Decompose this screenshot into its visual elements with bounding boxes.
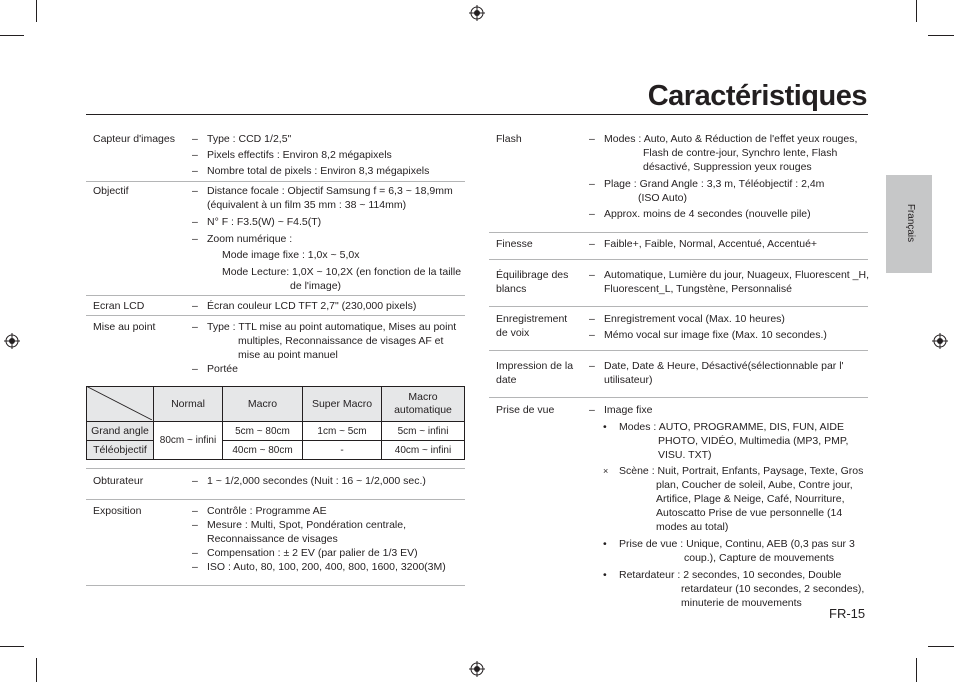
spec-item: Modes : Auto, Auto & Réduction de l'effet yeux rouges, [604, 133, 858, 145]
row-divider [489, 232, 868, 233]
label-mise-au-point: Mise au point [93, 321, 156, 333]
dash: – [192, 165, 198, 177]
table-header: Macro [223, 387, 303, 422]
crop-mark [928, 35, 954, 36]
spec-item: Type : TTL mise au point automatique, Mises au point [207, 321, 457, 333]
spec-item: modes au total) [656, 521, 729, 533]
spec-subitem: Mode Lecture: 1,0X ~ 10,2X (en fonction de la taille [222, 266, 462, 278]
label-prise-de-vue: Prise de vue [496, 404, 555, 416]
crop-mark [36, 658, 37, 682]
label-voix-2: de voix [496, 327, 530, 339]
registration-mark-icon [4, 333, 20, 349]
page-title: Caractéristiques [647, 80, 867, 112]
spec-subitem: Mode image fixe : 1,0x ~ 5,0x [222, 249, 360, 261]
spec-item: utilisateur) [604, 374, 653, 386]
spec-item: VISU. TXT) [658, 449, 712, 461]
dash: – [192, 321, 198, 333]
dash: – [589, 133, 595, 145]
spec-item: Approx. moins de 4 secondes (nouvelle pile) [604, 208, 811, 220]
table-cell: 5cm ~ 80cm [223, 422, 303, 441]
cross-icon: × [603, 466, 609, 476]
crop-mark [0, 35, 24, 36]
row-divider [489, 397, 868, 398]
crop-mark [916, 0, 917, 22]
registration-mark-icon [469, 661, 485, 677]
spec-item: Zoom numérique : [207, 233, 293, 245]
spec-item: désactivé, Suppression yeux rouges [643, 161, 812, 173]
spec-subitem: de l'image) [290, 280, 342, 292]
label-equilibrage: Équilibrage des [496, 269, 569, 281]
spec-item: coup.), Capture de mouvements [684, 552, 834, 564]
spec-item: minuterie de mouvements [681, 597, 802, 609]
label-impression: Impression de la [496, 360, 574, 372]
table-header: Super Macro [303, 387, 382, 422]
spec-item: Mesure : Multi, Spot, Pondération centrale, [207, 519, 407, 531]
spec-item: Autoscatto Prise de vue personnelle (14 [656, 507, 843, 519]
dash: – [589, 404, 595, 416]
spec-item: Artifice, Plage & Neige, Café, Nourriture, [656, 493, 845, 505]
table-cell: - [303, 441, 382, 460]
spec-item: N° F : F3.5(W) ~ F4.5(T) [207, 216, 322, 228]
table-header: Macro automatique [382, 387, 465, 422]
language-tab [886, 175, 932, 273]
dash: – [192, 300, 198, 312]
row-divider [86, 585, 465, 586]
spec-item: 1 ~ 1/2,000 secondes (Nuit : 16 ~ 1/2,000 sec.) [207, 475, 426, 487]
dash: – [589, 208, 595, 220]
spec-item: multiples, Reconnaissance de visages AF et [238, 335, 444, 347]
spec-item: Faible+, Faible, Normal, Accentué, Accentué+ [604, 238, 818, 250]
row-divider [489, 259, 868, 260]
row-divider [86, 315, 465, 316]
spec-item: Flash de contre-jour, Synchro lente, Flash [643, 147, 838, 159]
dash: – [589, 313, 595, 325]
label-ecran: Ecran LCD [93, 300, 145, 312]
table-cell: 1cm ~ 5cm [303, 422, 382, 441]
spec-item: Écran couleur LCD TFT 2,7" (230,000 pixels) [207, 300, 417, 312]
dash: – [589, 329, 595, 341]
spec-item: Pixels effectifs : Environ 8,2 mégapixels [207, 149, 392, 161]
row-divider [86, 468, 465, 469]
spec-item: retardateur (10 secondes, 2 secondes), [681, 583, 865, 595]
spec-item: Compensation : ± 2 EV (par palier de 1/3 EV) [207, 547, 418, 559]
table-row-header: Téléobjectif [87, 441, 154, 460]
registration-mark-icon [469, 5, 485, 21]
spec-item: Automatique, Lumière du jour, Nuageux, Fluorescent _H, [604, 269, 869, 281]
label-obturateur: Obturateur [93, 475, 144, 487]
table-diagonal [86, 386, 152, 420]
dash: – [192, 547, 198, 559]
dash: – [589, 238, 595, 250]
crop-mark [928, 646, 954, 647]
spec-item: PHOTO, VIDÉO, Multimedia (MP3, PMP, [658, 435, 849, 447]
dash: – [192, 363, 198, 375]
table-row-header: Grand angle [87, 422, 154, 441]
spec-item: Contrôle : Programme AE [207, 505, 327, 517]
label-flash: Flash [496, 133, 522, 145]
label-exposition: Exposition [93, 505, 142, 517]
bullet-icon: • [603, 569, 607, 581]
label-impression-2: date [496, 374, 517, 386]
crop-mark [916, 658, 917, 682]
language-tab-label: Français [905, 203, 916, 243]
spec-item: Scène : Nuit, Portrait, Enfants, Paysage, Texte, Gros [619, 465, 864, 477]
crop-mark [0, 646, 24, 647]
row-divider [86, 499, 465, 500]
dash: – [192, 149, 198, 161]
spec-item: mise au point manuel [238, 349, 338, 361]
table-cell: 80cm ~ infini [154, 422, 223, 460]
bullet-icon: • [603, 538, 607, 550]
table-header: Normal [154, 387, 223, 422]
label-equilibrage-2: blancs [496, 283, 527, 295]
spec-item: ISO : Auto, 80, 100, 200, 400, 800, 1600, 3200(3M) [207, 561, 446, 573]
spec-item: Date, Date & Heure, Désactivé(sélectionnable par l' [604, 360, 844, 372]
bullet-icon: • [603, 421, 607, 433]
dash: – [192, 233, 198, 245]
dash: – [192, 185, 198, 197]
spec-item: (ISO Auto) [638, 192, 688, 204]
spec-item: Enregistrement vocal (Max. 10 heures) [604, 313, 785, 325]
spec-item: Prise de vue : Unique, Continu, AEB (0,3 pas sur 3 [619, 538, 855, 550]
title-rule [86, 114, 868, 115]
spec-item: Modes : AUTO, PROGRAMME, DIS, FUN, AIDE [619, 421, 845, 433]
spec-item: Nombre total de pixels : Environ 8,3 mégapixels [207, 165, 430, 177]
table-cell: 5cm ~ infini [382, 422, 465, 441]
spec-item: Image fixe [604, 404, 653, 416]
registration-mark-icon [932, 333, 948, 349]
dash: – [192, 561, 198, 573]
dash: – [192, 519, 198, 531]
label-voix: Enregistrement [496, 313, 568, 325]
dash: – [192, 216, 198, 228]
spec-item: Retardateur : 2 secondes, 10 secondes, Double [619, 569, 842, 581]
spec-item: Fluorescent_L, Tungstène, Personnalisé [604, 283, 792, 295]
spec-item: Distance focale : Objectif Samsung f = 6,3 ~ 18,9mm [207, 185, 453, 197]
dash: – [589, 178, 595, 190]
row-divider [489, 306, 868, 307]
dash: – [192, 133, 198, 145]
spec-item: plan, Coucher de soleil, Aube, Contre jour, [656, 479, 853, 491]
dash: – [589, 269, 595, 281]
dash: – [192, 505, 198, 517]
crop-mark [36, 0, 37, 22]
table-cell: 40cm ~ 80cm [223, 441, 303, 460]
spec-item: Portée [207, 363, 238, 375]
dash: – [192, 475, 198, 487]
page-number: FR-15 [829, 606, 866, 621]
label-objectif: Objectif [93, 185, 129, 197]
spec-item: Type : CCD 1/2,5" [207, 133, 292, 145]
row-divider [86, 295, 465, 296]
spec-item: (équivalent à un film 35 mm : 38 ~ 114mm) [207, 199, 407, 211]
spec-item: Plage : Grand Angle : 3,3 m, Téléobjectif : 2,4m [604, 178, 825, 190]
row-divider [86, 181, 465, 182]
label-finesse: Finesse [496, 238, 533, 250]
label-capteur: Capteur d'images [93, 133, 175, 145]
dash: – [589, 360, 595, 372]
spec-item: Mémo vocal sur image fixe (Max. 10 secondes.) [604, 329, 827, 341]
spec-item: Reconnaissance de visages [207, 533, 338, 545]
table-cell: 40cm ~ infini [382, 441, 465, 460]
row-divider [489, 350, 868, 351]
